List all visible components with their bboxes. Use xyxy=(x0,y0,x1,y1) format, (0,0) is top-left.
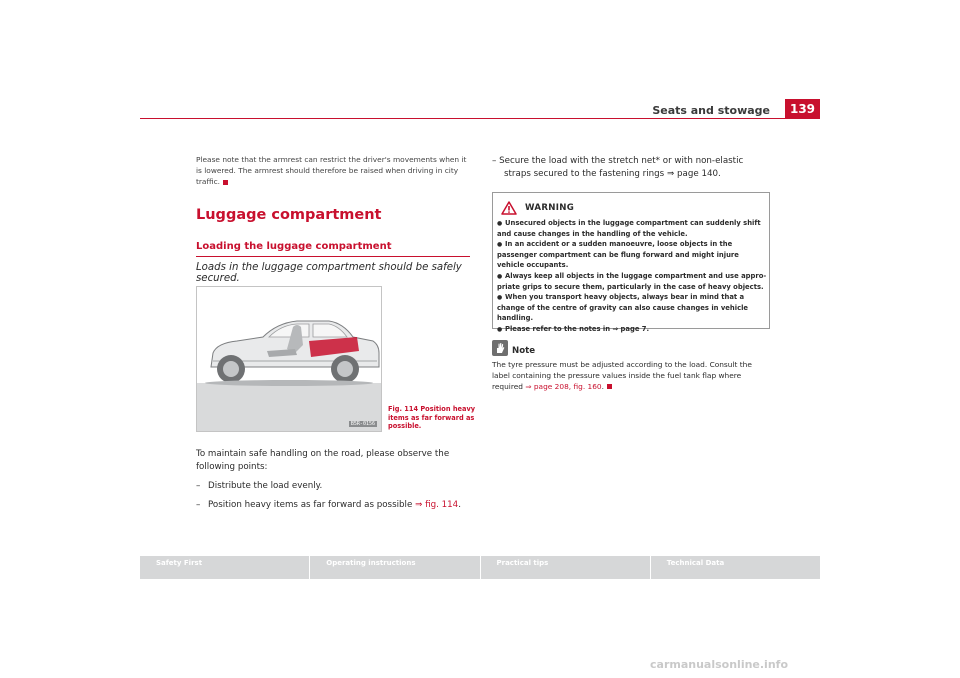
page-number: 139 xyxy=(785,99,820,119)
intro-text: Loads in the luggage compartment should be safely secured. xyxy=(196,262,462,284)
armrest-note-text: Please note that the armrest can restrict the driver's movements when it is lowered. The armrest should therefore be raised when driving in city traffic. xyxy=(196,155,467,186)
bullet-icon xyxy=(497,292,505,300)
warning-item xyxy=(497,292,767,324)
step-distribute xyxy=(196,480,472,493)
bullet-icon xyxy=(497,271,505,279)
note-label: Note xyxy=(512,346,536,356)
warning-label: WARNING xyxy=(525,203,575,213)
footer-tab-operating-instructions[interactable]: Operating instructions xyxy=(310,556,479,579)
note-end: . xyxy=(601,381,604,391)
step-distribute-text: Distribute the load evenly. xyxy=(208,481,323,491)
footer-tab-practical-tips[interactable]: Practical tips xyxy=(481,556,650,579)
watermark: carmanualsonline.info xyxy=(650,658,788,671)
footer-tab-technical-data[interactable]: Technical Data xyxy=(651,556,820,579)
bullet-icon xyxy=(497,218,505,226)
section-title: Luggage compartment xyxy=(196,207,382,223)
subsection-title: Loading the luggage compartment xyxy=(196,241,392,252)
step-secure-load: – Secure the load with the stretch net* or with non-elastic straps secured to the fastening rings ⇒ page 140. xyxy=(492,156,744,179)
fig-114-link[interactable]: ⇒ fig. 114 xyxy=(415,500,459,510)
warning-item xyxy=(497,239,767,271)
car-load-figure xyxy=(196,286,382,432)
figure-caption: Fig. 114 Position heavy items as far forward as possible. xyxy=(388,405,476,430)
subsection-rule xyxy=(196,256,470,257)
step-position-end: . xyxy=(458,500,461,510)
warning-item xyxy=(497,271,767,292)
car-illustration xyxy=(197,287,382,432)
warning-item-text: Always keep all objects in the luggage compartment and use appro-priate grips to secure them, particularly in the case of heavy objects. xyxy=(497,271,767,291)
end-of-section-marker xyxy=(223,180,228,185)
dash-marker: – xyxy=(196,481,201,491)
warning-list xyxy=(497,218,767,335)
note-body: The tyre pressure must be adjusted according to the load. Consult the label containing the pressure values inside the fuel tank flap where required xyxy=(492,360,752,391)
header-rule xyxy=(140,118,820,119)
end-of-section-marker xyxy=(607,384,612,389)
bullet-icon xyxy=(497,324,505,332)
footer-nav xyxy=(140,556,820,579)
warning-item-text: Unsecured objects in the luggage compartment can suddenly shift and cause changes in the handling of the vehicle. xyxy=(497,219,761,238)
note-hand-icon xyxy=(492,340,508,356)
page-header-title: Seats and stowage xyxy=(652,104,770,117)
footer-tab-safety-first[interactable]: Safety First xyxy=(140,556,309,579)
step-position xyxy=(196,499,472,512)
bullet-icon xyxy=(497,239,505,247)
warning-item-text: When you transport heavy objects, always bear in mind that a change of the centre of gravity can also cause changes in vehicle handling. xyxy=(497,293,749,323)
warning-header xyxy=(501,199,574,217)
armrest-note xyxy=(196,154,470,187)
warning-item-text: Please refer to the notes in ⇒ page 7. xyxy=(505,324,650,333)
step-position-text: Position heavy items as far forward as possible xyxy=(208,500,416,510)
warning-box xyxy=(492,192,770,333)
body-text xyxy=(196,448,472,512)
page-208-link[interactable]: ⇒ page 208, fig. 160 xyxy=(525,381,602,391)
figure-code: B5R-0156 xyxy=(350,421,375,427)
body-intro: To maintain safe handling on the road, please observe the following points: xyxy=(196,449,450,472)
warning-item xyxy=(497,324,767,335)
note-text xyxy=(492,360,772,392)
warning-item xyxy=(497,218,767,239)
warning-triangle-icon xyxy=(501,201,517,215)
warning-item-text: In an accident or a sudden manoeuvre, loose objects in the passenger compartment can be flung forward and might injure vehicle occupants. xyxy=(497,240,739,270)
dash-marker: – xyxy=(196,500,201,510)
note-header xyxy=(492,340,535,356)
